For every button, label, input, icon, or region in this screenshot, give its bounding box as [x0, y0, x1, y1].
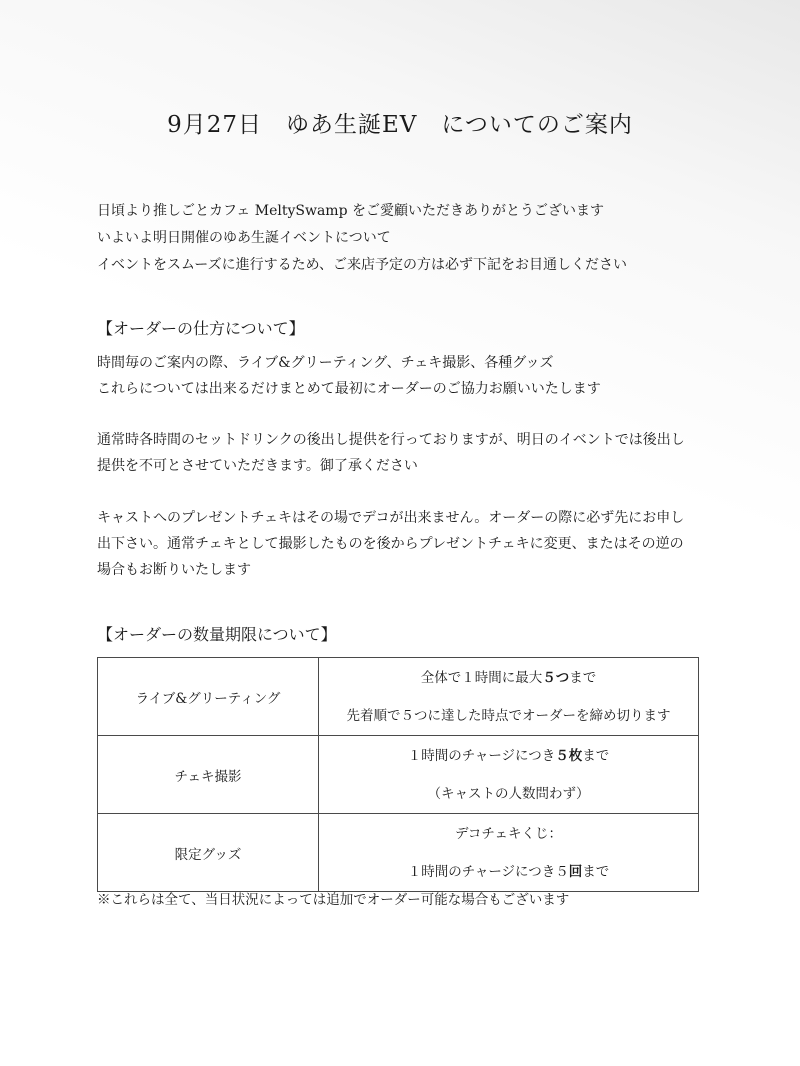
detail-text: 全体で１時間に最大 — [420, 669, 543, 686]
row-details — [319, 736, 699, 814]
paragraph-line: これらについては出来るだけまとめて最初にオーダーのご協力お願いいたします — [97, 381, 601, 397]
detail-text: デコチェキくじ： — [454, 825, 563, 842]
paragraph-line: 場合もお断りいたします — [97, 562, 251, 578]
detail-text: まで — [582, 747, 610, 764]
intro-text — [97, 198, 717, 279]
detail-text: 先着順で５つに達した時点でオーダーを締め切ります — [346, 707, 671, 724]
order-limits-table — [97, 657, 699, 892]
detail-text: １時間のチャージにつき５ — [407, 863, 569, 880]
row-details — [319, 814, 699, 892]
detail-line — [319, 659, 698, 697]
detail-line — [319, 697, 698, 735]
section-heading-order-method: 【オーダーの仕方について】 — [97, 319, 305, 338]
page-title: 9月27日 ゆあ生誕EV についてのご案内 — [167, 112, 633, 138]
row-category: チェキ撮影 — [98, 736, 319, 814]
intro-line: イベントをスムーズに進行するため、ご来店予定の方は必ず下記をお目通しください — [97, 257, 628, 273]
detail-line — [319, 737, 698, 775]
present-cheki-paragraph — [97, 505, 717, 583]
row-category: ライブ&グリーティング — [98, 658, 319, 736]
paragraph-line: 出下さい。通常チェキとして撮影したものを後からプレゼントチェキに変更、またはその逆の — [97, 536, 684, 552]
table-row — [98, 814, 699, 892]
detail-line — [319, 815, 698, 853]
row-details — [319, 658, 699, 736]
detail-text: まで — [582, 863, 610, 880]
detail-emphasis: ５つ — [542, 669, 570, 686]
detail-emphasis: 回 — [568, 863, 583, 880]
detail-text: （キャストの人数問わず） — [427, 785, 590, 802]
detail-text: １時間のチャージにつき — [407, 747, 556, 764]
table-row — [98, 658, 699, 736]
paragraph-line: 時間毎のご案内の際、ライブ&グリーティング、チェキ撮影、各種グッズ — [97, 355, 554, 371]
row-category: 限定グッズ — [98, 814, 319, 892]
paragraph-line: キャストへのプレゼントチェキはその場でデコが出来ません。オーダーの際に必ず先にお申し — [97, 510, 685, 526]
intro-line: いよいよ明日開催のゆあ生誕イベントについて — [97, 230, 391, 246]
detail-emphasis: ５枚 — [555, 747, 583, 764]
footnote: ※これらは全て、当日状況によっては追加でオーダー可能な場合もございます — [97, 892, 570, 908]
order-method-paragraph — [97, 350, 717, 402]
detail-line — [319, 775, 698, 813]
detail-text: まで — [569, 669, 597, 686]
paragraph-line: 提供を不可とさせていただきます。御了承ください — [97, 458, 418, 474]
detail-line — [319, 853, 698, 891]
section-heading-order-limits: 【オーダーの数量期限について】 — [97, 625, 337, 644]
intro-line: 日頃より推しごとカフェ MeltySwamp をご愛顧いただきありがとうございます — [97, 203, 604, 219]
paragraph-line: 通常時各時間のセットドリンクの後出し提供を行っておりますが、明日のイベントでは後出し — [97, 432, 685, 448]
drink-paragraph — [97, 427, 717, 479]
table-row — [98, 736, 699, 814]
